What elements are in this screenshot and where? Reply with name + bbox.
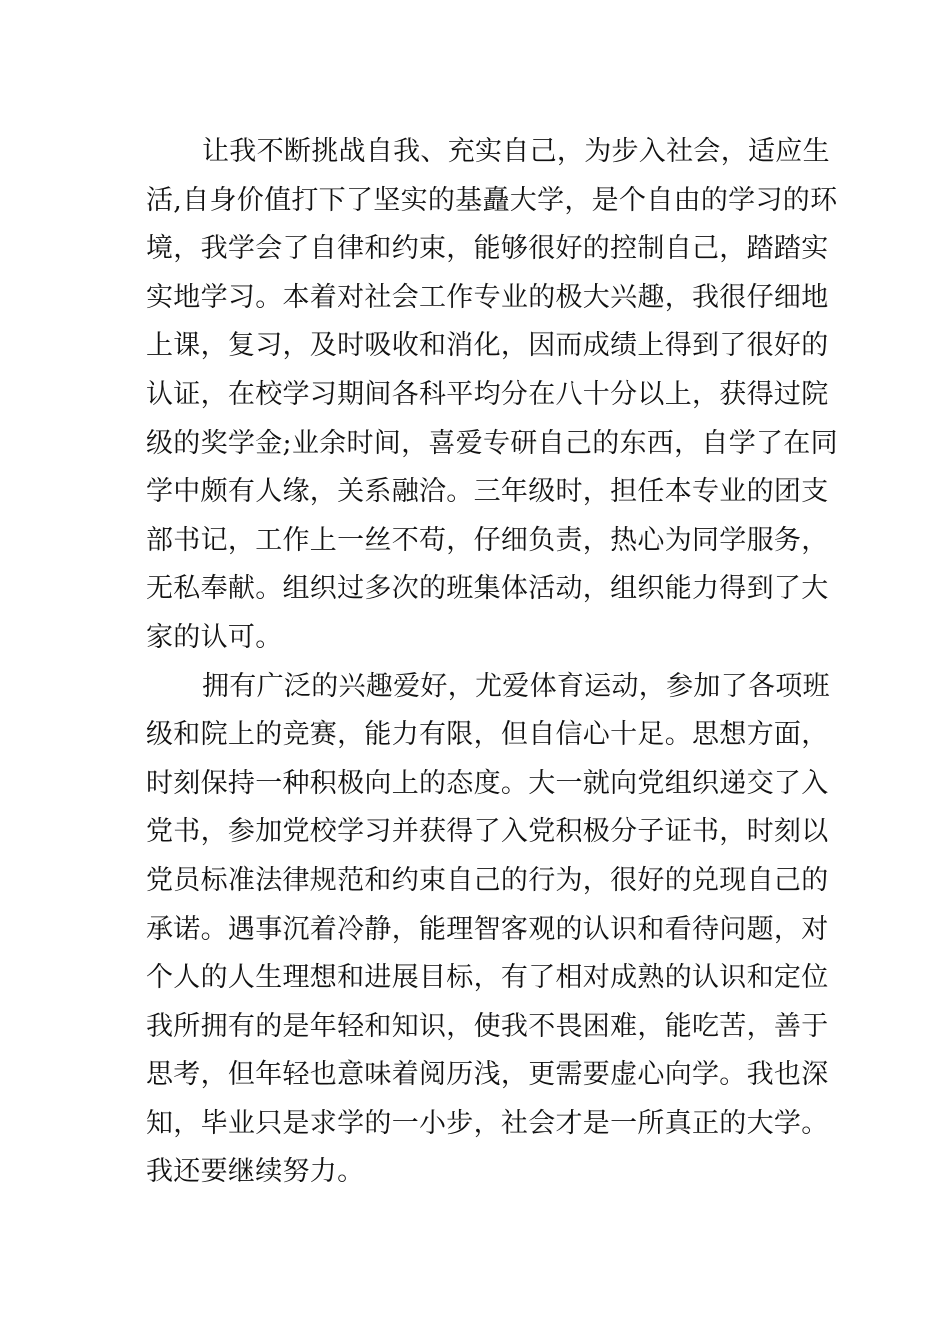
text-line: 党书，参加党校学习并获得了入党积极分子证书，时刻以: [146, 816, 829, 848]
text-line: 我还要继续努力。: [146, 1156, 365, 1188]
text-line: 让我不断挑战自我、充实自己，为步入社会，适应生: [202, 136, 830, 167]
text-line: 活,自身价值打下了坚实的基矗大学，是个自由的学习的环: [146, 184, 838, 216]
text-line: 个人的人生理想和进展目标，有了相对成熟的认识和定位: [146, 962, 829, 994]
text-line: 时刻保持一种积极向上的态度。大一就向党组织递交了入: [146, 767, 829, 799]
paragraph: [146, 663, 830, 1198]
text-line: 党员标准法律规范和约束自己的行为，很好的兑现自己的: [146, 864, 829, 896]
text-line: 承诺。遇事沉着冷静，能理智客观的认识和看待问题，对: [146, 913, 829, 945]
text-line: 知，毕业只是求学的一小步，社会才是一所真正的大学。: [146, 1107, 829, 1139]
text-line: 境，我学会了自律和约束，能够很好的控制自己，踏踏实: [146, 233, 829, 265]
text-line: 级和院上的竞赛，能力有限，但自信心十足。思想方面，: [146, 719, 829, 751]
text-line: 部书记，工作上一丝不苟，仔细负责，热心为同学服务，: [146, 524, 829, 556]
text-line: 无私奉献。组织过多次的班集体活动，组织能力得到了大: [146, 573, 829, 605]
text-line: 级的奖学金;业余时间，喜爱专研自己的东西，自学了在同: [146, 427, 838, 459]
text-line: 实地学习。本着对社会工作专业的极大兴趣，我很仔细地: [146, 281, 829, 313]
paragraph: [146, 128, 838, 663]
text-line: 拥有广泛的兴趣爱好，尤爱体育运动，参加了各项班: [202, 670, 830, 702]
text-line: 认证，在校学习期间各科平均分在八十分以上，获得过院: [146, 378, 829, 410]
text-line: 家的认可。: [146, 621, 283, 653]
text-line: 我所拥有的是年轻和知识，使我不畏困难，能吃苦，善于: [146, 1010, 829, 1042]
text-line: 上课，复习，及时吸收和消化，因而成绩上得到了很好的: [146, 330, 829, 362]
text-line: 思考，但年轻也意味着阅历浅，更需要虚心向学。我也深: [146, 1059, 829, 1091]
text-line: 学中颇有人缘，关系融洽。三年级时，担任本专业的团支: [146, 476, 829, 508]
body-text: [146, 128, 838, 1197]
